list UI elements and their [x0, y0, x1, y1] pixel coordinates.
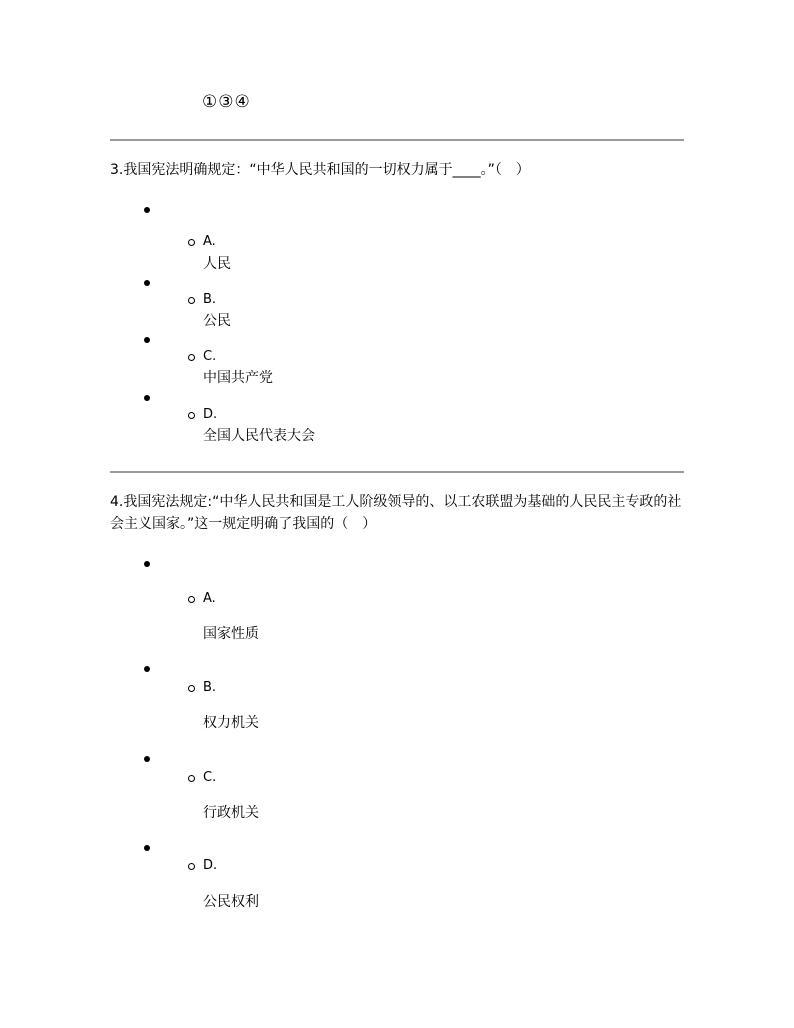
option-radio-b[interactable] [188, 297, 195, 304]
bullet [144, 395, 150, 401]
option-radio-d[interactable] [188, 863, 195, 870]
option-text-b[interactable]: 权力机关 [203, 715, 259, 731]
bullet [144, 280, 150, 286]
question-3-stem: 3.我国宪法明确规定：“中华人民共和国的一切权力属于____。”（ ） [110, 162, 530, 178]
option-letter-d: D. [203, 407, 218, 422]
option-text-c[interactable]: 行政机关 [203, 805, 259, 821]
option-text-d[interactable]: 全国人民代表大会 [203, 428, 315, 444]
divider [110, 139, 684, 141]
option-text-a[interactable]: 国家性质 [203, 626, 259, 642]
option-radio-b[interactable] [188, 685, 195, 692]
option-letter-d: D. [203, 858, 218, 873]
option-letter-b: B. [203, 292, 217, 307]
question-4-stem: 4.我国宪法规定:“中华人民共和国是工人阶级领导的、以工农联盟为基础的人民民主专政的社会主义国家。”这一规定明确了我国的（ ） [110, 494, 682, 532]
option-text-d[interactable]: 公民权利 [203, 894, 259, 910]
bullet [144, 337, 150, 343]
option-radio-d[interactable] [188, 412, 195, 419]
bullet [144, 207, 150, 213]
bullet [144, 845, 150, 851]
option-radio-c[interactable] [188, 354, 195, 361]
option-letter-c: C. [203, 349, 217, 364]
option-text-a[interactable]: 人民 [203, 256, 231, 272]
option-text-c[interactable]: 中国共产党 [203, 370, 273, 386]
divider [110, 471, 684, 473]
option-text-b[interactable]: 公民 [203, 313, 231, 329]
bullet [144, 756, 150, 762]
option-radio-c[interactable] [188, 775, 195, 782]
previous-answer-options: ①③④ [202, 92, 251, 112]
bullet [144, 666, 150, 672]
option-letter-b: B. [203, 680, 217, 695]
option-letter-c: C. [203, 770, 217, 785]
option-letter-a: A. [203, 234, 216, 249]
option-letter-a: A. [203, 591, 216, 606]
option-radio-a[interactable] [188, 239, 195, 246]
option-radio-a[interactable] [188, 596, 195, 603]
bullet [144, 561, 150, 567]
